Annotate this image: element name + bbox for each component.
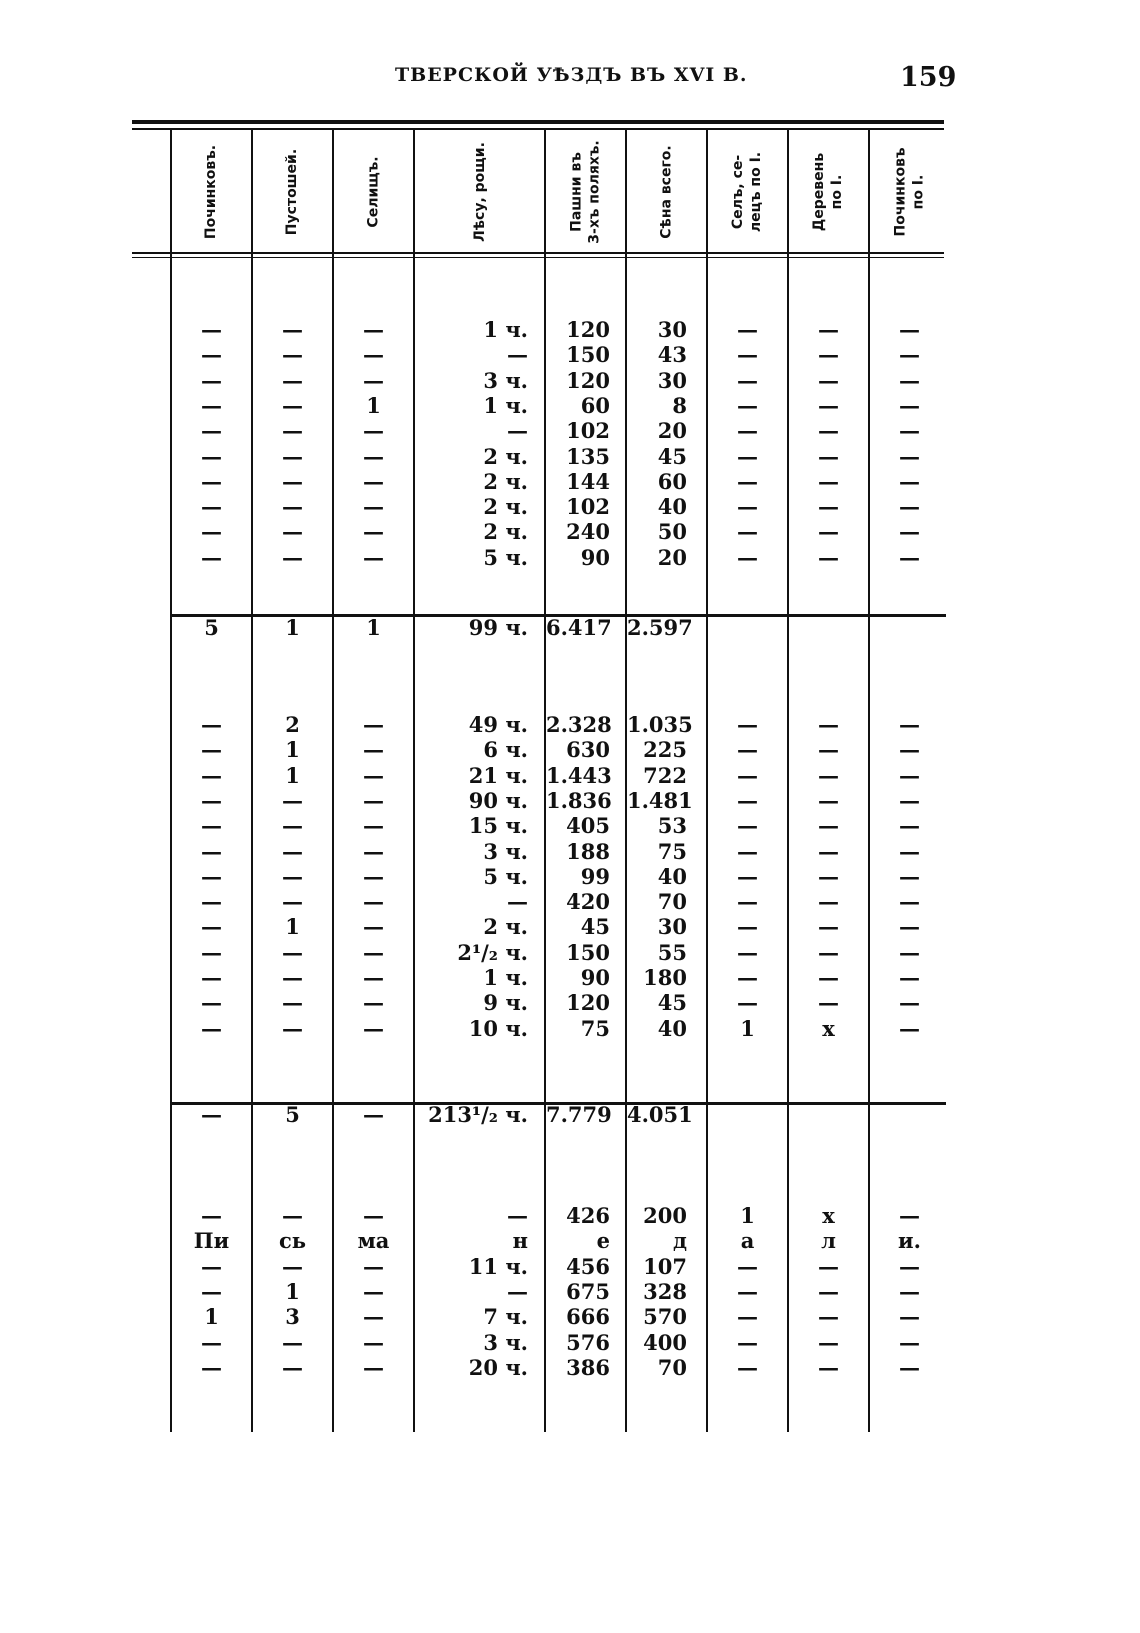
table-row-cell: —	[507, 418, 528, 443]
table-row-cell: —	[282, 1330, 303, 1355]
table-row-cell: 1 ч.	[483, 393, 528, 418]
table-row-cell: —	[201, 712, 222, 737]
table-row-cell: —	[737, 1330, 758, 1355]
table-row-cell: —	[737, 1279, 758, 1304]
table-row-cell: 53	[657, 813, 687, 838]
table-row-cell: —	[201, 1330, 222, 1355]
total-row-cell: 2.597	[627, 615, 693, 640]
table-row-cell: —	[737, 469, 758, 494]
table-row-cell: —	[282, 519, 303, 544]
table-row-cell: —	[363, 990, 384, 1015]
table-row-cell: —	[282, 393, 303, 418]
table-row-cell: —	[737, 788, 758, 813]
table-row-cell: 1	[285, 914, 300, 939]
total-row-cell: —	[363, 1102, 384, 1127]
table-row-cell: —	[282, 813, 303, 838]
table-row-cell: 3 ч.	[483, 839, 528, 864]
table-row-cell: 60	[657, 469, 687, 494]
table-row-cell: —	[201, 965, 222, 990]
table-row-cell: —	[363, 1203, 384, 1228]
table-row-cell: —	[201, 889, 222, 914]
table-row-cell: 7 ч.	[483, 1304, 528, 1329]
table-row-cell: 1.836	[546, 788, 612, 813]
table-row-cell: —	[201, 393, 222, 418]
table-row-cell: —	[818, 737, 839, 762]
table-row-cell: —	[737, 1355, 758, 1380]
table-row-cell: 570	[643, 1304, 687, 1329]
table-row-cell: —	[818, 418, 839, 443]
table-row-cell: 43	[657, 342, 687, 367]
table-row-cell: —	[363, 889, 384, 914]
table-row-cell: 2¹/₂ ч.	[457, 940, 528, 965]
table-row-cell: —	[737, 864, 758, 889]
table-row-cell: 1.481	[627, 788, 693, 813]
table-row-cell: —	[899, 965, 920, 990]
column-header-derevень: Деревень по I.	[811, 152, 846, 232]
column-header-pochinkov-po-1: Починковъ по I.	[892, 147, 927, 237]
table-row-cell: —	[282, 494, 303, 519]
table-row-cell: 1	[740, 1203, 755, 1228]
column-header-pochinkov: Починковъ.	[203, 144, 220, 240]
table-row-cell: —	[363, 864, 384, 889]
table-row-cell: 386	[566, 1355, 610, 1380]
table-row-cell: —	[899, 864, 920, 889]
table-row-cell: 5 ч.	[483, 864, 528, 889]
table-row-cell: —	[282, 788, 303, 813]
table-row-cell: —	[507, 889, 528, 914]
table-row-cell: 1	[285, 737, 300, 762]
table-row-cell: 2 ч.	[483, 914, 528, 939]
table-row-cell: —	[818, 940, 839, 965]
column-header-lesu-roshchi: Лѣсу, рощи.	[471, 142, 488, 242]
table-row-cell: —	[737, 494, 758, 519]
table-row-cell: —	[282, 1016, 303, 1041]
table-row-cell: 3 ч.	[483, 1330, 528, 1355]
table-row-cell: 50	[657, 519, 687, 544]
table-row-cell: 576	[566, 1330, 610, 1355]
table-row-cell: 1	[366, 393, 381, 418]
table-row-cell: —	[737, 342, 758, 367]
table-row-cell: —	[282, 1203, 303, 1228]
table-row-cell: —	[899, 1304, 920, 1329]
table-row-cell: —	[737, 889, 758, 914]
table-row-cell: —	[818, 1254, 839, 1279]
table-row-cell: 135	[566, 444, 610, 469]
table-row-cell: —	[363, 545, 384, 570]
table-row-cell: —	[363, 839, 384, 864]
table-row-cell: 630	[566, 737, 610, 762]
table-row-cell: —	[818, 444, 839, 469]
table-row-cell: —	[818, 864, 839, 889]
table-row-cell: —	[363, 519, 384, 544]
table-row-cell: —	[899, 317, 920, 342]
table-row-cell: 21 ч.	[468, 763, 528, 788]
table-row-cell: —	[899, 763, 920, 788]
total-row-cell: 5	[204, 615, 219, 640]
column-header-sel-selets: Селъ, се- лецъ по I.	[730, 151, 765, 233]
table-row-cell: —	[899, 1203, 920, 1228]
table-row-cell: е	[596, 1228, 610, 1253]
table-row-cell: —	[818, 519, 839, 544]
table-row-cell: —	[282, 889, 303, 914]
table-row-cell: 666	[566, 1304, 610, 1329]
table-row-cell: —	[363, 444, 384, 469]
table-row-cell: 15 ч.	[468, 813, 528, 838]
table-row-cell: —	[201, 940, 222, 965]
table-row-cell: —	[363, 1279, 384, 1304]
table-row-cell: —	[899, 712, 920, 737]
table-row-cell: —	[818, 393, 839, 418]
table-row-cell: —	[737, 914, 758, 939]
table-row-cell: —	[818, 1279, 839, 1304]
table-row-cell: —	[899, 545, 920, 570]
table-row-cell: —	[201, 1279, 222, 1304]
table-row-cell: —	[363, 368, 384, 393]
table-row-cell: 102	[566, 494, 610, 519]
table-row-cell: —	[363, 737, 384, 762]
total-row-cell: 213¹/₂ ч.	[428, 1102, 528, 1127]
table-row-cell: 30	[657, 317, 687, 342]
table-row-cell: 675	[566, 1279, 610, 1304]
table-row-cell: —	[737, 1304, 758, 1329]
table-row-cell: —	[899, 1016, 920, 1041]
table-row-cell: 45	[580, 914, 610, 939]
table-row-cell: —	[282, 1355, 303, 1380]
table-row-cell: 99	[580, 864, 610, 889]
table-row-cell: —	[818, 763, 839, 788]
table-row-cell: 55	[657, 940, 687, 965]
table-row-cell: —	[282, 965, 303, 990]
table-row-cell: 5 ч.	[483, 545, 528, 570]
table-row-cell: —	[899, 889, 920, 914]
table-row-cell: —	[818, 965, 839, 990]
table-row-cell: —	[282, 342, 303, 367]
table-row-cell: —	[899, 990, 920, 1015]
table-row-cell: —	[282, 940, 303, 965]
total-row-cell: 7.779	[546, 1102, 612, 1127]
table-row-cell: —	[737, 712, 758, 737]
table-row-cell: 2 ч.	[483, 494, 528, 519]
table-row-cell: 107	[643, 1254, 687, 1279]
table-row-cell: —	[899, 839, 920, 864]
table-row-cell: 6 ч.	[483, 737, 528, 762]
table-row-cell: —	[737, 519, 758, 544]
table-row-cell: —	[201, 519, 222, 544]
table-row-cell: —	[282, 317, 303, 342]
total-row-cell: 1	[366, 615, 381, 640]
table-row-cell: 405	[566, 813, 610, 838]
table-row-cell: 2 ч.	[483, 469, 528, 494]
table-row-cell: —	[363, 1016, 384, 1041]
table-row-cell: —	[899, 469, 920, 494]
table-row-cell: —	[818, 1304, 839, 1329]
table-row-cell: х	[822, 1203, 835, 1228]
table-row-cell: —	[899, 1279, 920, 1304]
table-row-cell: —	[201, 864, 222, 889]
page-number: 159	[900, 62, 957, 93]
table-row-cell: —	[363, 342, 384, 367]
table-row-cell: —	[737, 545, 758, 570]
total-row-cell: —	[201, 1102, 222, 1127]
table-row-cell: 188	[566, 839, 610, 864]
table-row-cell: —	[282, 469, 303, 494]
table-row-cell: —	[899, 737, 920, 762]
table-row-cell: 1	[740, 1016, 755, 1041]
table-row-cell: 2 ч.	[483, 444, 528, 469]
table-row-cell: Пи	[193, 1228, 230, 1253]
table-row-cell: —	[507, 342, 528, 367]
table-row-cell: —	[899, 940, 920, 965]
table-row-cell: —	[818, 1355, 839, 1380]
table-row-cell: —	[201, 1016, 222, 1041]
table-row-cell: —	[737, 393, 758, 418]
table-row-cell: —	[818, 889, 839, 914]
table-row-cell: 120	[566, 368, 610, 393]
table-row-cell: —	[201, 737, 222, 762]
table-row-cell: —	[282, 444, 303, 469]
column-header-sena: Сѣна всего.	[658, 145, 675, 239]
column-header-pashni: Пашни въ 3-хъ поляхъ.	[568, 140, 603, 244]
table-row-cell: —	[818, 712, 839, 737]
table-row-cell: —	[899, 444, 920, 469]
table-row-cell: 3	[285, 1304, 300, 1329]
table-row-cell: —	[282, 1254, 303, 1279]
table-row-cell: —	[818, 317, 839, 342]
table-row-cell: —	[899, 1355, 920, 1380]
table-row-cell: —	[737, 444, 758, 469]
table-row-cell: —	[899, 418, 920, 443]
table-row-cell: 722	[643, 763, 687, 788]
header-bottom-rule	[132, 252, 944, 254]
table-row-cell: —	[201, 788, 222, 813]
table-row-cell: —	[507, 1279, 528, 1304]
table-row-cell: —	[363, 712, 384, 737]
table-row-cell: 9 ч.	[483, 990, 528, 1015]
table-row-cell: —	[201, 317, 222, 342]
table-row-cell: —	[363, 317, 384, 342]
table-row-cell: —	[363, 494, 384, 519]
table-row-cell: —	[899, 1254, 920, 1279]
table-row-cell: —	[737, 839, 758, 864]
table-row-cell: 45	[657, 444, 687, 469]
table-row-cell: 1.035	[627, 712, 693, 737]
table-row-cell: —	[818, 990, 839, 1015]
table-row-cell: 426	[566, 1203, 610, 1228]
table-row-cell: —	[201, 990, 222, 1015]
table-row-cell: —	[201, 1254, 222, 1279]
table-row-cell: —	[737, 965, 758, 990]
table-row-cell: 120	[566, 317, 610, 342]
table-row-cell: —	[899, 519, 920, 544]
table-row-cell: и.	[898, 1228, 921, 1253]
table-row-cell: —	[899, 342, 920, 367]
table-row-cell: —	[818, 914, 839, 939]
table-row-cell: —	[363, 469, 384, 494]
table-row-cell: 40	[657, 864, 687, 889]
total-row-cell: 99 ч.	[468, 615, 528, 640]
table-row-cell: —	[737, 317, 758, 342]
table-row-cell: —	[363, 418, 384, 443]
table-row-cell: 1	[204, 1304, 219, 1329]
table-row-cell: —	[363, 965, 384, 990]
table-row-cell: —	[737, 813, 758, 838]
table-row-cell: —	[201, 418, 222, 443]
table-row-cell: —	[201, 368, 222, 393]
table-row-cell: 60	[580, 393, 610, 418]
table-row-cell: —	[201, 839, 222, 864]
table-row-cell: сь	[278, 1228, 307, 1253]
table-row-cell: —	[201, 914, 222, 939]
table-row-cell: 30	[657, 368, 687, 393]
table-row-cell: 8	[672, 393, 687, 418]
column-header-pustoshei: Пустошей.	[284, 148, 301, 236]
table-row-cell: 30	[657, 914, 687, 939]
table-row-cell: —	[363, 1355, 384, 1380]
table-row-cell: —	[282, 864, 303, 889]
table-row-cell: —	[899, 1330, 920, 1355]
table-row-cell: —	[201, 1355, 222, 1380]
table-row-cell: —	[363, 914, 384, 939]
running-title: ТВЕРСКОЙ УѢЗДЪ ВЪ XVI В.	[395, 64, 748, 86]
table-row-cell: —	[363, 788, 384, 813]
table-row-cell: —	[818, 813, 839, 838]
table-row-cell: —	[507, 1203, 528, 1228]
table-row-cell: —	[818, 494, 839, 519]
table-row-cell: 3 ч.	[483, 368, 528, 393]
table-row-cell: —	[363, 1304, 384, 1329]
header-bottom-rule-2	[132, 257, 944, 258]
table-row-cell: 40	[657, 1016, 687, 1041]
top-double-rule-upper	[132, 120, 944, 124]
table-row-cell: —	[818, 469, 839, 494]
total-row-cell: 4.051	[627, 1102, 693, 1127]
table-row-cell: —	[282, 418, 303, 443]
table-row-cell: —	[282, 990, 303, 1015]
table-row-cell: 1	[285, 763, 300, 788]
table-row-cell: 200	[643, 1203, 687, 1228]
table-row-cell: л	[821, 1228, 836, 1253]
table-row-cell: ма	[357, 1228, 390, 1253]
table-row-cell: —	[899, 914, 920, 939]
table-row-cell: 328	[643, 1279, 687, 1304]
table-row-cell: —	[737, 990, 758, 1015]
table-row-cell: —	[363, 813, 384, 838]
table-row-cell: 400	[643, 1330, 687, 1355]
table-row-cell: —	[363, 1254, 384, 1279]
table-row-cell: 1 ч.	[483, 965, 528, 990]
table-row-cell: 150	[566, 940, 610, 965]
table-row-cell: 90	[580, 545, 610, 570]
table-row-cell: —	[737, 737, 758, 762]
table-row-cell: —	[282, 545, 303, 570]
table-row-cell: 70	[657, 889, 687, 914]
table-row-cell: —	[737, 763, 758, 788]
table-row-cell: —	[201, 342, 222, 367]
table-row-cell: 150	[566, 342, 610, 367]
table-row-cell: —	[899, 788, 920, 813]
table-row-cell: 240	[566, 519, 610, 544]
table-row-cell: 456	[566, 1254, 610, 1279]
table-row-cell: а	[740, 1228, 755, 1253]
table-row-cell: 49 ч.	[468, 712, 528, 737]
table-row-cell: —	[201, 469, 222, 494]
table-row-cell: 2.328	[546, 712, 612, 737]
table-row-cell: —	[899, 813, 920, 838]
table-row-cell: —	[282, 368, 303, 393]
table-row-cell: 144	[566, 469, 610, 494]
table-row-cell: 225	[643, 737, 687, 762]
top-double-rule-lower	[132, 128, 944, 130]
table-row-cell: —	[818, 788, 839, 813]
table-row-cell: 10 ч.	[468, 1016, 528, 1041]
table-row-cell: —	[363, 763, 384, 788]
total-row-cell: 1	[285, 615, 300, 640]
table-row-cell: —	[201, 545, 222, 570]
table-row-cell: —	[818, 368, 839, 393]
table-row-cell: 2	[285, 712, 300, 737]
table-row-cell: 1	[285, 1279, 300, 1304]
table-row-cell: 1.443	[546, 763, 612, 788]
table-row-cell: —	[818, 839, 839, 864]
table-row-cell: 75	[657, 839, 687, 864]
table-row-cell: 2 ч.	[483, 519, 528, 544]
table-row-cell: —	[818, 545, 839, 570]
column-header-selishch: Селищъ.	[365, 156, 382, 228]
table-row-cell: —	[818, 1330, 839, 1355]
table-row-cell: 120	[566, 990, 610, 1015]
table-row-cell: 90 ч.	[468, 788, 528, 813]
table-row-cell: 45	[657, 990, 687, 1015]
table-row-cell: 420	[566, 889, 610, 914]
table-row-cell: н	[512, 1228, 528, 1253]
table-row-cell: д	[673, 1228, 687, 1253]
table-row-cell: 70	[657, 1355, 687, 1380]
table-row-cell: —	[201, 494, 222, 519]
table-row-cell: —	[282, 839, 303, 864]
table-row-cell: —	[899, 393, 920, 418]
table-row-cell: 20	[657, 418, 687, 443]
table-row-cell: —	[201, 1203, 222, 1228]
table-row-cell: 102	[566, 418, 610, 443]
table-row-cell: 20 ч.	[468, 1355, 528, 1380]
table-row-cell: —	[363, 940, 384, 965]
table-row-cell: 11 ч.	[468, 1254, 528, 1279]
table-row-cell: 40	[657, 494, 687, 519]
table-row-cell: —	[899, 494, 920, 519]
table-row-cell: х	[822, 1016, 835, 1041]
total-row-cell: 6.417	[546, 615, 612, 640]
table-row-cell: —	[201, 444, 222, 469]
table-row-cell: —	[201, 763, 222, 788]
table-row-cell: —	[899, 368, 920, 393]
table-row-cell: —	[737, 940, 758, 965]
table-row-cell: 180	[643, 965, 687, 990]
table-row-cell: 1 ч.	[483, 317, 528, 342]
total-row-cell: 5	[285, 1102, 300, 1127]
table-row-cell: 75	[580, 1016, 610, 1041]
table-row-cell: —	[363, 1330, 384, 1355]
table-row-cell: —	[818, 342, 839, 367]
table-row-cell: —	[737, 418, 758, 443]
table-row-cell: 20	[657, 545, 687, 570]
table-row-cell: —	[737, 1254, 758, 1279]
table-row-cell: —	[737, 368, 758, 393]
table-row-cell: 90	[580, 965, 610, 990]
table-row-cell: —	[201, 813, 222, 838]
